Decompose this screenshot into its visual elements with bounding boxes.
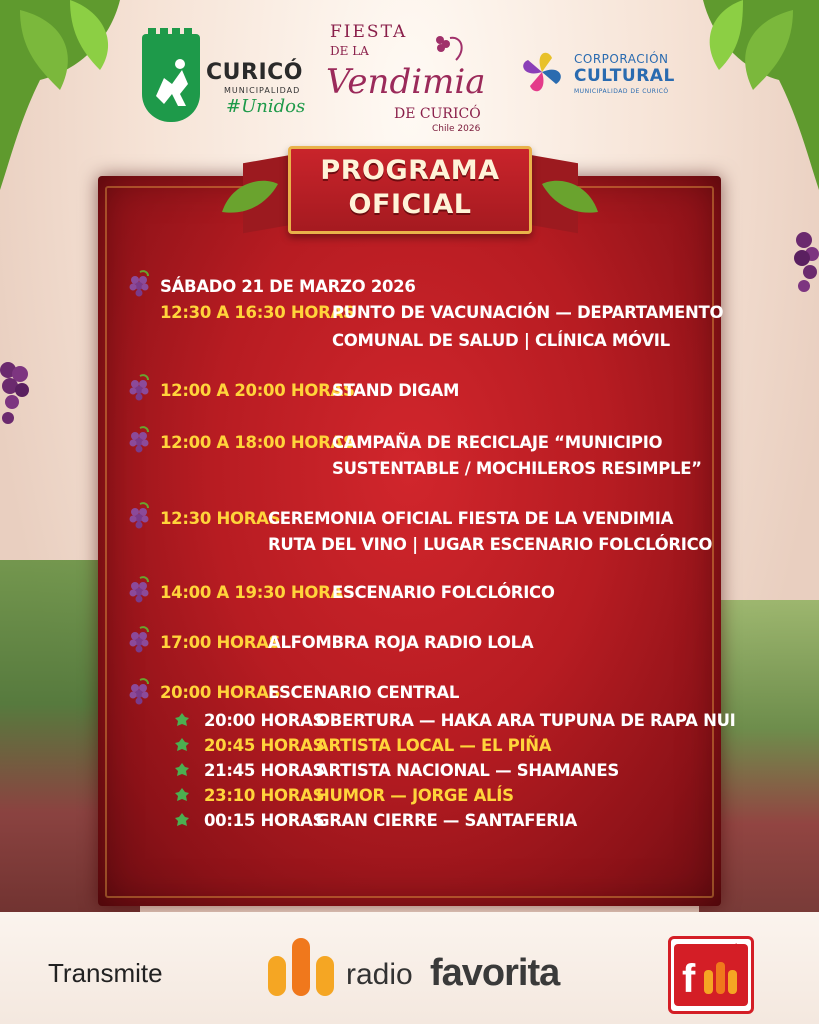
radio-favorita-logo-icon (266, 932, 336, 1004)
lineup-time: 20:00 HORAS (204, 711, 325, 730)
grape-icon (126, 678, 154, 708)
fiesta-line2: DE LA (330, 44, 369, 58)
grape-bunch-right-icon (790, 230, 819, 320)
event-time: 14:00 A 19:30 HORAS (160, 583, 355, 602)
lineup-text: OBERTURA — HAKA ARA TUPUNA DE RAPA NUI (316, 711, 736, 730)
event-time: 12:30 A 16:30 HORAS (160, 303, 355, 322)
lineup-text: ARTISTA NACIONAL — SHAMANES (316, 761, 619, 780)
grape-icon (126, 270, 154, 300)
fiesta-vendimia-logo (322, 22, 502, 142)
fiesta-line1: FIESTA (330, 22, 408, 42)
lineup-time: 23:10 HORAS (204, 786, 325, 805)
grape-leaves-top-left-icon (0, 0, 140, 200)
event-text: ESCENARIO FOLCLÓRICO (332, 583, 555, 602)
fm-tv-label: tv (734, 940, 746, 955)
fm-tv-mark-icon (676, 948, 746, 1004)
event-text: ESCENARIO CENTRAL (268, 683, 460, 702)
radio-word: radio (346, 958, 413, 991)
lineup-time: 20:45 HORAS (204, 736, 325, 755)
lineup-text: ARTISTA LOCAL — EL PIÑA (316, 736, 552, 755)
grape-icon (126, 502, 154, 532)
event-text: CAMPAÑA DE RECICLAJE “MUNICIPIO (332, 433, 663, 452)
leaf-icon (174, 787, 190, 803)
schedule-date: SÁBADO 21 DE MARZO 2026 (160, 277, 416, 296)
corporacion-cultural-logo (512, 42, 692, 112)
grape-icon (126, 626, 154, 656)
event-text: CEREMONIA OFICIAL FIESTA DE LA VENDIMIA (268, 509, 674, 528)
banner-leaf-right-icon (538, 172, 608, 222)
curico-municipality-logo (140, 26, 310, 126)
corporacion-flower-icon (514, 44, 570, 100)
lineup-time: 21:45 HORAS (204, 761, 325, 780)
transmite-label: Transmite (48, 958, 163, 988)
fiesta-line3: Vendimia (326, 62, 486, 102)
corporacion-line1: CORPORACIÓN (574, 52, 669, 66)
leaf-icon (174, 737, 190, 753)
grape-leaves-top-right-icon (683, 0, 819, 200)
event-text: ALFOMBRA ROJA RADIO LOLA (268, 633, 534, 652)
event-time: 20:00 HORAS (160, 683, 281, 702)
banner-title-line1: PROGRAMA (320, 155, 500, 186)
leaf-icon (174, 712, 190, 728)
event-text-line2: SUSTENTABLE / MOCHILEROS RESIMPLE” (332, 459, 702, 478)
lineup-time: 00:15 HORAS (204, 811, 325, 830)
event-time: 12:00 A 20:00 HORAS (160, 381, 355, 400)
event-text-line2: RUTA DEL VINO | LUGAR ESCENARIO FOLCLÓRICO (268, 535, 713, 554)
corporacion-line3: MUNICIPALIDAD DE CURICÓ (574, 88, 669, 95)
svg-text:f: f (682, 957, 696, 1001)
fiesta-year: Chile 2026 (432, 124, 481, 134)
corporacion-line2: CULTURAL (574, 66, 675, 86)
fiesta-line4: DE CURICÓ (394, 106, 481, 122)
leaf-icon (174, 812, 190, 828)
grape-swirl-icon (430, 30, 470, 70)
grape-icon (126, 426, 154, 456)
event-time: 12:00 A 18:00 HORAS (160, 433, 355, 452)
grape-icon (126, 374, 154, 404)
event-time: 17:00 HORAS (160, 633, 281, 652)
curico-name: CURICÓ (206, 60, 303, 85)
banner-leaf-left-icon (212, 172, 282, 222)
leaf-icon (174, 762, 190, 778)
radio-brand: favorita (430, 952, 560, 994)
curico-subtitle: MUNICIPALIDAD (224, 86, 301, 95)
event-text-line2: COMUNAL DE SALUD | CLÍNICA MÓVIL (332, 331, 670, 350)
banner-title-line2: OFICIAL (348, 189, 472, 220)
banner-title (288, 154, 532, 222)
lineup-text: GRAN CIERRE — SANTAFERIA (316, 811, 577, 830)
curico-tagline: #Unidos (226, 96, 306, 117)
event-text: STAND DIGAM (332, 381, 460, 400)
event-text: PUNTO DE VACUNACIÓN — DEPARTAMENTO (332, 303, 724, 322)
event-time: 12:30 HORAS (160, 509, 281, 528)
grape-bunch-left-icon (0, 360, 32, 450)
lineup-text: HUMOR — JORGE ALÍS (316, 786, 514, 805)
grape-icon (126, 576, 154, 606)
curico-shield-icon (142, 34, 200, 122)
